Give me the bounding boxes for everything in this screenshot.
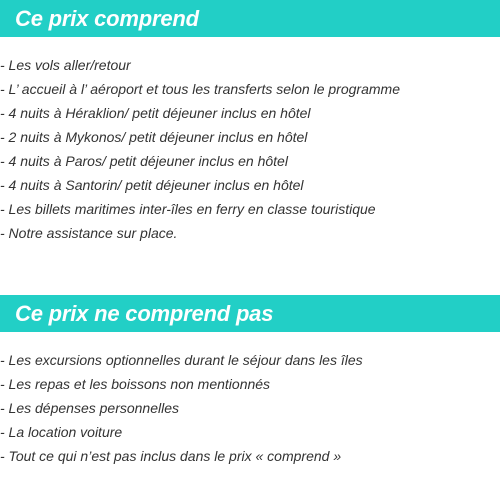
included-item: - 4 nuits à Santorin/ petit déjeuner inclus en hôtel	[0, 177, 304, 193]
included-item: - 4 nuits à Paros/ petit déjeuner inclus en hôtel	[0, 153, 288, 169]
included-item: - Les billets maritimes inter-îles en ferry en classe touristique	[0, 201, 376, 217]
excluded-item: - Les excursions optionnelles durant le séjour dans les îles	[0, 352, 363, 368]
excluded-item: - Les repas et les boissons non mentionnés	[0, 376, 271, 392]
included-title: Ce prix comprend	[15, 5, 199, 31]
included-list	[0, 53, 500, 245]
included-item: - Les vols aller/retour	[0, 57, 131, 73]
included-item: - Notre assistance sur place.	[0, 225, 178, 241]
excluded-item: - Les dépenses personnelles	[0, 400, 180, 416]
excluded-list	[0, 348, 500, 468]
excluded-title: Ce prix ne comprend pas	[15, 300, 274, 326]
included-item: - 2 nuits à Mykonos/ petit déjeuner inclus en hôtel	[0, 129, 308, 145]
excluded-item: - La location voiture	[0, 424, 123, 440]
excluded-section	[0, 295, 500, 468]
included-header	[0, 0, 500, 37]
excluded-header	[0, 295, 500, 332]
included-item: - L’ accueil à l’ aéroport et tous les transferts selon le programme	[0, 81, 400, 97]
included-item: - 4 nuits à Héraklion/ petit déjeuner inclus en hôtel	[0, 105, 311, 121]
excluded-item: - Tout ce qui n’est pas inclus dans le prix « comprend »	[0, 448, 342, 464]
